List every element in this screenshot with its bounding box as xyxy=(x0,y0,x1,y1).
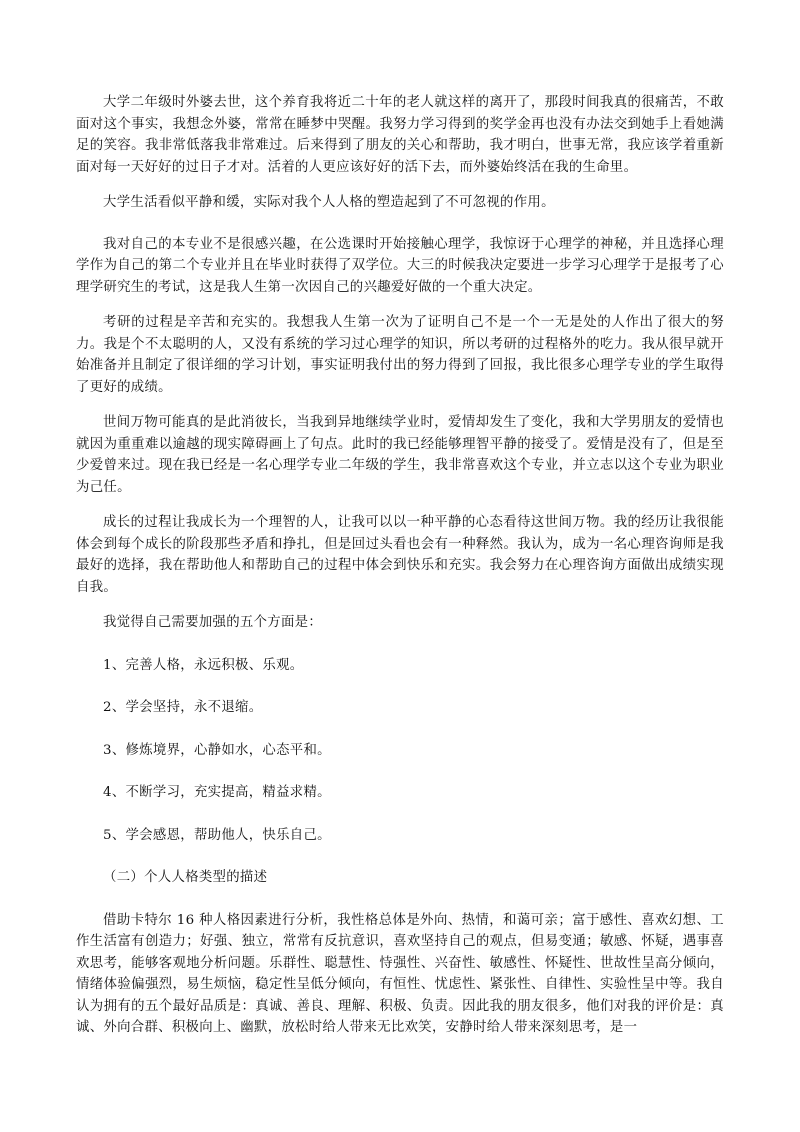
list-item: 1、完善人格，永远积极、乐观。 xyxy=(103,657,304,673)
section-heading: （二）个人人格类型的描述 xyxy=(103,870,268,885)
list-intro: 我觉得自己需要加强的五个方面是： xyxy=(103,615,323,630)
list-item: 2、学会坚持，永不退缩。 xyxy=(103,700,263,715)
list-item: 4、不断学习，充实提高，精益求精。 xyxy=(103,785,331,800)
paragraph-personality-analysis: 借助卡特尔 16 种人格因素进行分析，我性格总体是外向、热情，和蔼可亲；富于感性、喜欢幻想、工作生活富有创造力；好强、独立，常常有反抗意识，喜欢坚持自己的观点，但易变通；敏感、怀疑，遇事喜欢思考，能够客观地分析问题。乐群性、聪慧性、恃强性、兴奋性、敏感性、怀疑性、世故性呈高分倾向，情绪体验偏强烈，易生烦恼，稳定性呈低分倾向，有恒性、忧虑性、紧张性、自律性、实验性呈中等。我自认为拥有的五个最好品质是：真诚、善良、理解、积极、负责。因此我的朋友很多，他们对我的评价是：真诚、外向合群、积极向上、幽默，放松时给人带来无比欢笑，安静时给人带来深刻思考，是一 xyxy=(76,912,724,1035)
list-item: 5、学会感恩，帮助他人，快乐自己。 xyxy=(103,827,331,843)
paragraph-relationship: 世间万物可能真的是此消彼长，当我到异地继续学业时，爱情却发生了变化，我和大学男朋友的爱情也就因为重重难以逾越的现实障碍画上了句点。此时的我已经能够理智平静的接受了。爱情是没有了，但是至少爱曾来过。现在我已经是一名心理学专业二年级的学生，我非常喜欢这个专业，并立志以这个专业为职业为己任。 xyxy=(76,415,724,495)
paragraph-exam-preparation: 考研的过程是辛苦和充实的。我想我人生第一次为了证明自己不是一个一无是处的人作出了很大的努力。我是个不太聪明的人，又没有系统的学习过心理学的知识，所以考研的过程格外的吃力。我从很早就开始准备并且制定了很详细的学习计划，事实证明我付出的努力得到了回报，我比很多心理学专业的学生取得了更好的成绩。 xyxy=(76,315,724,395)
list-item: 3、修炼境界，心静如水，心态平和。 xyxy=(103,742,331,758)
paragraph-psychology-interest: 我对自己的本专业不是很感兴趣，在公选课时开始接触心理学，我惊讶于心理学的神秘，并且选择心理学作为自己的第二个专业并且在毕业时获得了双学位。大三的时候我决定要进一步学习心理学于是报考了心理学研究生的考试，这是我人生第一次因自己的兴趣爱好做的一个重大决定。 xyxy=(76,236,724,295)
paragraph-grandmother: 大学二年级时外婆去世，这个养育我将近二十年的老人就这样的离开了，那段时间我真的很痛苦，不敢面对这个事实，我想念外婆，常常在睡梦中哭醒。我努力学习得到的奖学金再也没有办法交到她手上看她满足的笑容。我非常低落我非常难过。后来得到了朋友的关心和帮助，我才明白，世事无常，我应该学着重新面对每一天好好的过日子才对。活着的人更应该好好的活下去，而外婆始终活在我的生命里。 xyxy=(76,95,724,175)
paragraph-growth: 成长的过程让我成长为一个理智的人，让我可以以一种平静的心态看待这世间万物。我的经历让我很能体会到每个成长的阶段那些矛盾和挣扎，但是回过头看也会有一种释然。我认为，成为一名心理咨询师是我最好的选择，我在帮助他人和帮助自己的过程中体会到快乐和充实。我会努力在心理咨询方面做出成绩实现自我。 xyxy=(76,515,724,595)
paragraph-college-life: 大学生活看似平静和缓，实际对我个人人格的塑造起到了不可忽视的作用。 xyxy=(103,195,555,210)
document-page xyxy=(76,92,724,1053)
